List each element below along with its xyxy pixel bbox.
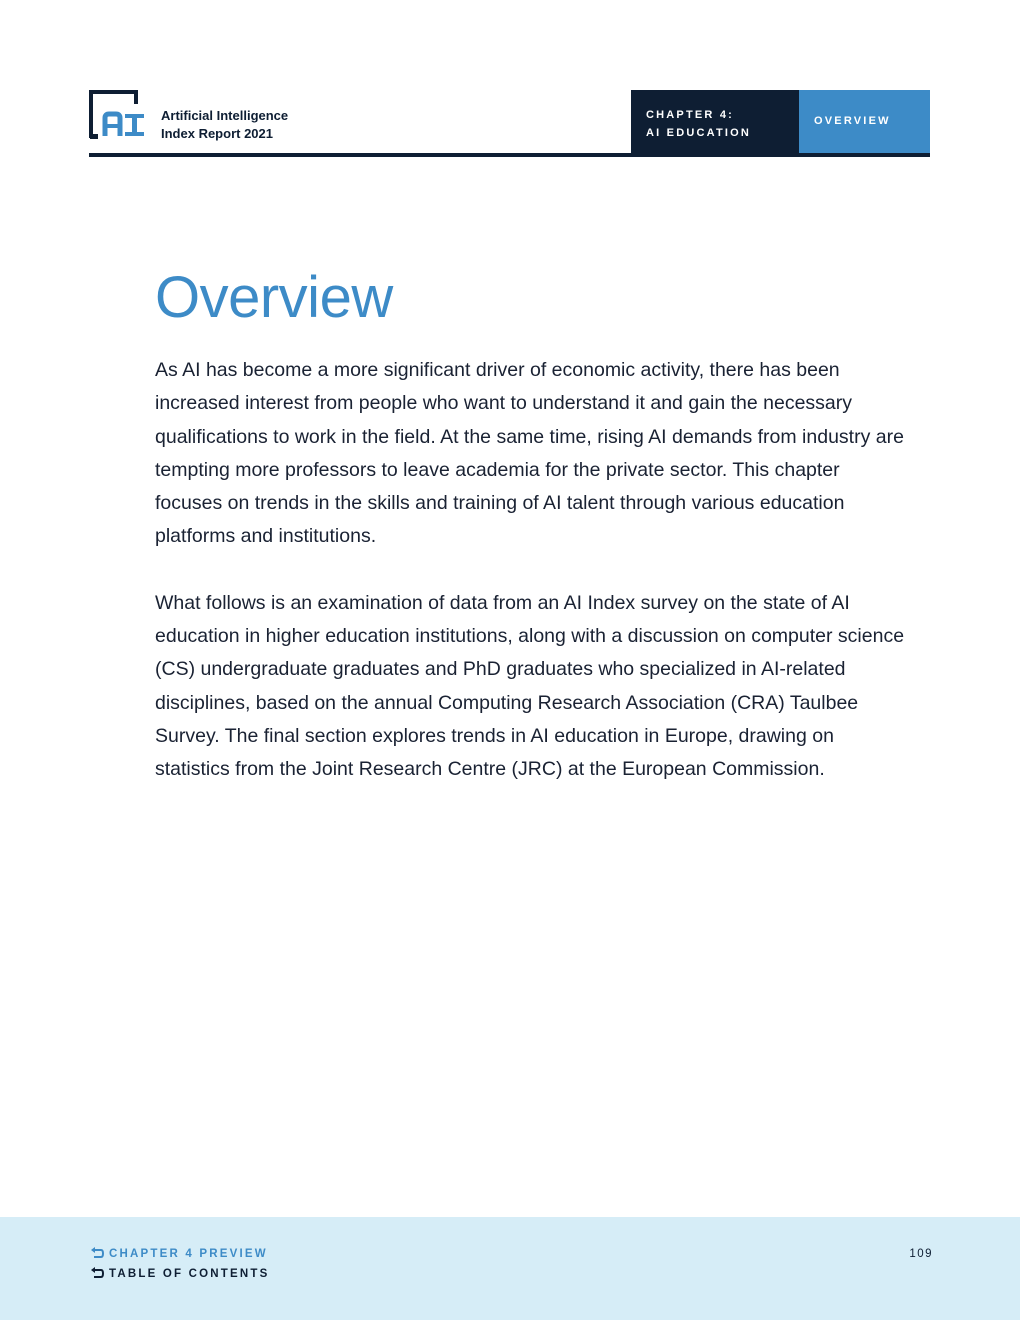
- page-title: Overview: [155, 265, 393, 330]
- chapter-preview-link[interactable]: [90, 1247, 268, 1261]
- paragraph: As AI has become a more significant driver of economic activity, there has been increased interest from people who want to understand it and gain the necessary qualifications to work in the field. At the same time, rising AI demands from industry are tempting more professors to leave academia for the private sector. This chapter focuses on trends in the skills and training of AI talent through various education platforms and institutions.: [155, 359, 904, 548]
- page-footer: [0, 1217, 1020, 1320]
- report-title-line-2: Index Report 2021: [161, 126, 273, 141]
- paragraph: What follows is an examination of data from an AI Index survey on the state of AI education in higher education institutions, along with a discussion on computer science (CS) undergraduate graduates and PhD graduates who specialized in AI-related disciplines, based on the annual Computing Research Association (CRA) Taulbee Survey. The final section explores trends in AI education in Europe, drawing on statistics from the Joint Research Centre (JRC) at the European Commission.: [155, 591, 905, 781]
- return-arrow-icon: [90, 1247, 104, 1261]
- chapter-name: AI EDUCATION: [646, 127, 752, 139]
- chapter-number: CHAPTER 4:: [646, 109, 735, 121]
- ai-index-logo: [89, 90, 147, 140]
- report-title-line-1: Artificial Intelligence: [161, 108, 289, 123]
- table-of-contents-label: TABLE OF CONTENTS: [109, 1268, 270, 1280]
- section-label: OVERVIEW: [799, 90, 930, 153]
- header-divider: [89, 153, 930, 157]
- table-of-contents-link[interactable]: [90, 1267, 270, 1281]
- chapter-preview-label: CHAPTER 4 PREVIEW: [109, 1248, 268, 1260]
- page-header: [89, 90, 930, 153]
- report-title: [161, 107, 288, 143]
- body-text: [155, 354, 905, 820]
- chapter-label: [631, 90, 799, 153]
- page-number: 109: [909, 1248, 933, 1260]
- return-arrow-icon: [90, 1267, 104, 1281]
